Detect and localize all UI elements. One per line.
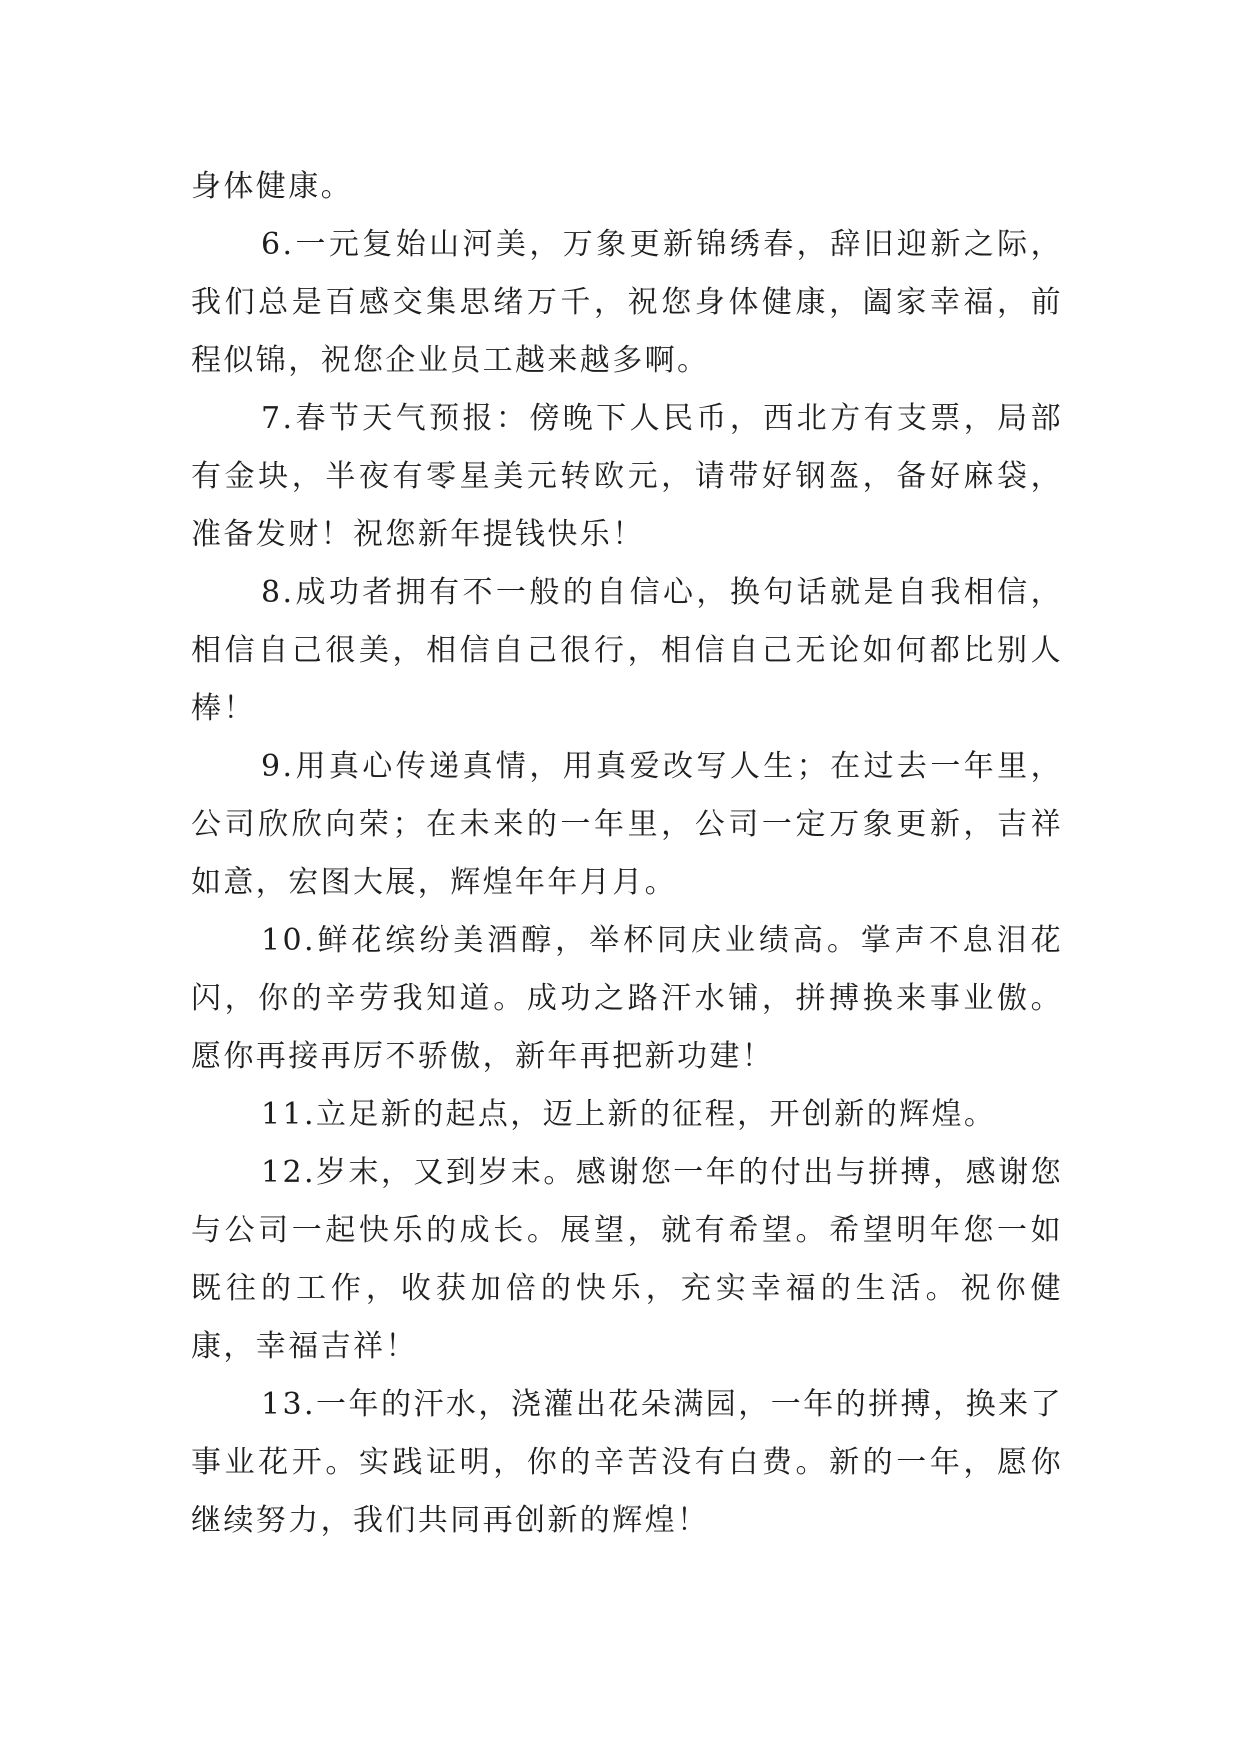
paragraph-item-13: 13.一年的汗水，浇灌出花朵满园，一年的拼搏，换来了事业花开。实践证明，你的辛苦没有白费。新的一年，愿你继续努力，我们共同再创新的辉煌！ (191, 1387, 1063, 1538)
paragraph-item-7: 7.春节天气预报：傍晚下人民币，西北方有支票，局部有金块，半夜有零星美元转欧元，请带好钢盔，备好麻袋，准备发财！祝您新年提钱快乐！ (191, 401, 1063, 552)
paragraph-continuation: 身体健康。 (191, 169, 353, 204)
document-body (191, 158, 1063, 1550)
paragraph-item-9: 9.用真心传递真情，用真爱改写人生；在过去一年里，公司欣欣向荣；在未来的一年里，公司一定万象更新，吉祥如意，宏图大展，辉煌年年月月。 (191, 749, 1063, 900)
paragraph-item-11: 11.立足新的起点，迈上新的征程，开创新的辉煌。 (261, 1097, 997, 1132)
paragraph-item-10: 10.鲜花缤纷美酒醇，举杯同庆业绩高。掌声不息泪花闪，你的辛劳我知道。成功之路汗水铺，拼搏换来事业傲。愿你再接再厉不骄傲，新年再把新功建！ (191, 923, 1063, 1074)
paragraph-item-8: 8.成功者拥有不一般的自信心，换句话就是自我相信，相信自己很美，相信自己很行，相信自己无论如何都比别人棒！ (191, 575, 1063, 726)
paragraph-item-12: 12.岁末，又到岁末。感谢您一年的付出与拼搏，感谢您与公司一起快乐的成长。展望，就有希望。希望明年您一如既往的工作，收获加倍的快乐，充实幸福的生活。祝你健康，幸福吉祥！ (191, 1155, 1063, 1364)
paragraph-item-6: 6.一元复始山河美，万象更新锦绣春，辞旧迎新之际，我们总是百感交集思绪万千，祝您身体健康，阖家幸福，前程似锦，祝您企业员工越来越多啊。 (191, 227, 1063, 378)
